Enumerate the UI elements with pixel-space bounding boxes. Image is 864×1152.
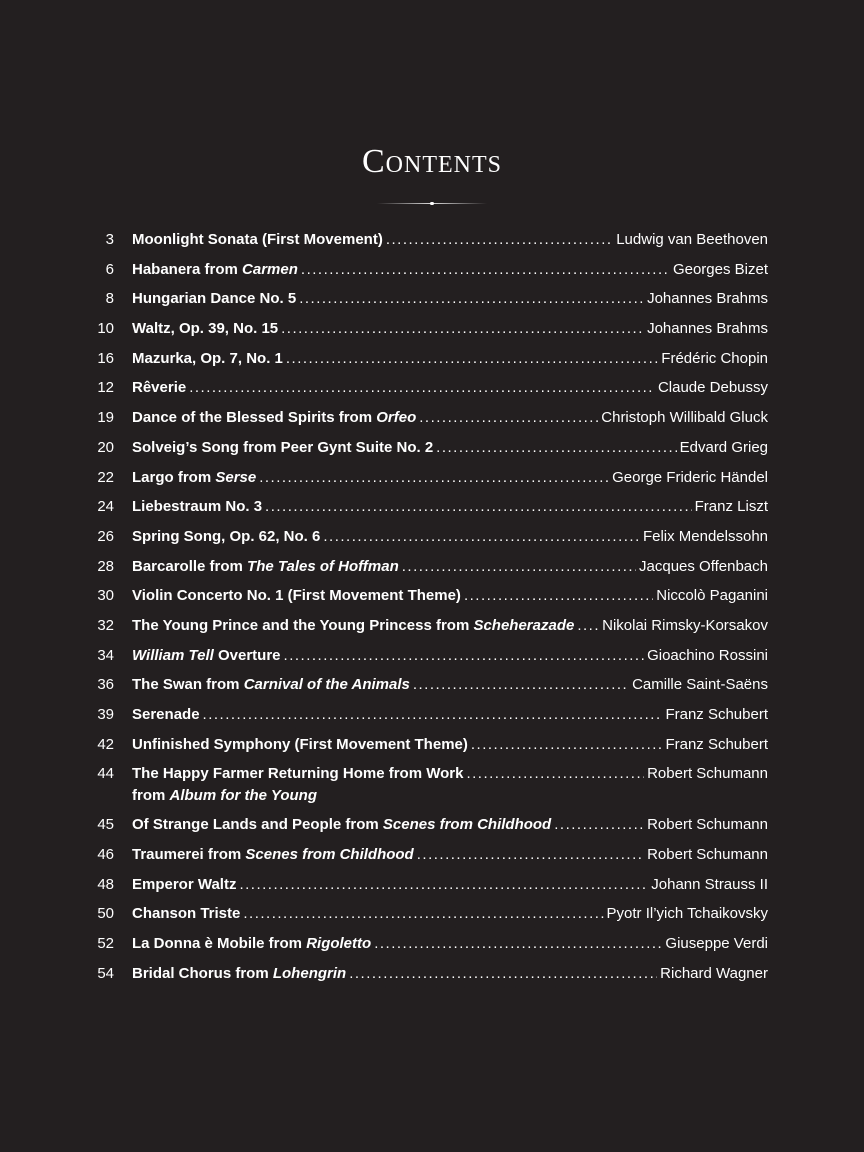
page-number: 45 (97, 816, 114, 834)
dot-leader (417, 843, 644, 867)
toc-entry (0, 258, 864, 288)
dot-leader (281, 317, 644, 341)
work-title-italic: Carmen (242, 260, 298, 278)
work-title-text: Waltz, Op. 39, No. 15 (132, 320, 279, 338)
page-number: 20 (97, 438, 114, 456)
page-number: 30 (97, 587, 114, 605)
page-number: 6 (105, 260, 114, 278)
entry-line (132, 228, 768, 252)
entry-line (132, 762, 768, 786)
composer-name: Niccolò Paganini (656, 587, 768, 605)
divider-dot-icon (430, 202, 434, 205)
work-title-italic: Album for the Young (169, 787, 317, 805)
work-title-italic: Rigoletto (306, 935, 372, 953)
work-title (132, 258, 298, 282)
composer-name: Gioachino Rossini (647, 646, 768, 664)
entry-line (132, 347, 768, 371)
toc-entry (0, 902, 864, 932)
entry-line (132, 525, 768, 549)
composer-name: Giuseppe Verdi (665, 935, 768, 953)
page-number: 36 (97, 676, 114, 694)
composer-name: Robert Schumann (647, 765, 768, 783)
work-title-text: Mazurka, Op. 7, No. 1 (132, 349, 283, 367)
work-title-italic: Scheherazade (473, 616, 575, 634)
dot-leader (464, 584, 653, 608)
work-title-text: Serenade (132, 706, 200, 723)
work-title-continued (132, 784, 317, 808)
dot-leader (577, 614, 599, 638)
page-number: 52 (97, 935, 114, 953)
toc-entry (0, 673, 864, 703)
page-number: 42 (97, 735, 114, 753)
entry-line (132, 733, 768, 757)
work-title-italic: Scenes from Childhood (382, 816, 552, 834)
dot-leader (436, 436, 676, 460)
dot-leader (386, 228, 613, 252)
composer-name: Johannes Brahms (647, 320, 768, 338)
work-title-italic: Carnival of the Animals (243, 676, 410, 694)
toc-entry (0, 317, 864, 347)
work-title-text: Hungarian Dance No. 5 (132, 290, 297, 308)
work-title (132, 555, 399, 579)
entry-line (132, 673, 768, 697)
composer-name: Robert Schumann (647, 846, 768, 864)
toc-entry (0, 436, 864, 466)
work-title (132, 644, 281, 668)
toc-entry (0, 466, 864, 496)
entry-line (132, 644, 768, 668)
toc-entry (0, 703, 864, 733)
dot-leader (265, 495, 692, 519)
dot-leader (301, 258, 670, 282)
page-number: 28 (97, 557, 114, 575)
dot-leader (299, 287, 644, 311)
work-title-text: Traumerei from (132, 846, 246, 864)
work-title (132, 228, 383, 252)
toc-entry (0, 525, 864, 555)
work-title-text: The Happy Farmer Returning Home from Work (132, 765, 464, 783)
entry-line (132, 258, 768, 282)
work-title (132, 813, 551, 837)
composer-name: Johann Strauss II (651, 875, 768, 893)
page-number: 3 (105, 231, 114, 248)
toc-entry (0, 644, 864, 674)
work-title-text: Habanera from (132, 260, 243, 278)
toc-entry (0, 584, 864, 614)
composer-name: Camille Saint-Saëns (632, 676, 768, 694)
work-title-text: The Young Prince and the Young Princess from (132, 616, 474, 634)
composer-name: Nikolai Rimsky-Korsakov (602, 616, 768, 634)
page-number: 34 (97, 646, 114, 664)
work-title-text: Dance of the Blessed Spirits from (132, 409, 377, 427)
dot-leader (349, 962, 657, 986)
work-title-italic: Serse (215, 468, 257, 486)
composer-name: Richard Wagner (660, 964, 768, 982)
page-number: 22 (97, 468, 114, 486)
entry-line (132, 436, 768, 460)
entry-line (132, 902, 768, 926)
entry-line (132, 466, 768, 490)
work-title-text: La Donna è Mobile from (132, 935, 307, 953)
entry-line (132, 843, 768, 867)
composer-name: Claude Debussy (657, 379, 768, 397)
page-number: 16 (97, 349, 114, 367)
composer-name: Robert Schumann (647, 816, 768, 834)
contents-list (0, 228, 864, 992)
dot-leader (419, 406, 598, 430)
work-title (132, 525, 320, 549)
ornamental-divider (377, 202, 487, 205)
page-number: 8 (105, 290, 114, 308)
composer-name: Christoph Willibald Gluck (601, 409, 768, 427)
page-number: 48 (97, 875, 114, 893)
dot-leader (189, 376, 655, 400)
composer-name: Pyotr Il’yich Tchaikovsky (606, 905, 768, 923)
page-number: 39 (97, 706, 114, 723)
page-number: 46 (97, 846, 114, 864)
work-title-italic: The Tales of Hoffman (247, 557, 399, 575)
work-title (132, 584, 461, 608)
work-title (132, 843, 414, 867)
dot-leader (239, 873, 648, 897)
work-title-text: Bridal Chorus from (132, 964, 273, 982)
work-title (132, 614, 574, 638)
page-number: 50 (97, 905, 114, 923)
work-title (132, 436, 433, 460)
work-title-text: Violin Concerto No. 1 (First Movement Theme) (132, 587, 461, 605)
work-title-text: Moonlight Sonata (First Movement) (132, 231, 383, 248)
dot-leader (402, 555, 636, 579)
composer-name: Ludwig van Beethoven (616, 231, 768, 248)
page-number: 24 (97, 498, 114, 516)
toc-entry (0, 733, 864, 763)
dot-leader (259, 466, 609, 490)
toc-entry (0, 614, 864, 644)
work-title (132, 733, 468, 757)
entry-line (132, 495, 768, 519)
work-title (132, 932, 371, 956)
composer-name: Jacques Offenbach (639, 557, 768, 575)
work-title (132, 762, 463, 786)
composer-name: Franz Schubert (665, 735, 768, 753)
dot-leader (466, 762, 644, 786)
entry-line (132, 584, 768, 608)
work-title-text: Of Strange Lands and People from (132, 816, 383, 834)
dot-leader (243, 902, 603, 926)
composer-name: George Frideric Händel (612, 468, 768, 486)
work-title (132, 347, 283, 371)
dot-leader (413, 673, 629, 697)
work-title-text: Rêverie (132, 379, 187, 397)
entry-line (132, 932, 768, 956)
work-title-text: Liebestraum No. 3 (132, 498, 263, 516)
work-title-text: Barcarolle from (132, 557, 248, 575)
entry-line (132, 873, 768, 897)
entry-line (132, 406, 768, 430)
page-number: 12 (97, 379, 114, 397)
toc-entry (0, 813, 864, 843)
work-title (132, 673, 410, 697)
work-title (132, 495, 262, 519)
dot-leader (323, 525, 640, 549)
work-title (132, 376, 186, 400)
page-title: Contents (361, 143, 502, 180)
composer-name: Franz Liszt (694, 498, 768, 516)
work-title-text: Chanson Triste (132, 905, 241, 923)
dot-leader (374, 932, 662, 956)
page-number: 26 (97, 527, 114, 545)
page-number: 44 (97, 765, 114, 783)
entry-line (132, 317, 768, 341)
toc-entry (0, 347, 864, 377)
work-title (132, 287, 296, 311)
toc-entry (0, 495, 864, 525)
work-title-text: Emperor Waltz (132, 875, 237, 893)
toc-entry (0, 228, 864, 258)
toc-entry (0, 843, 864, 873)
entry-line (132, 376, 768, 400)
composer-name: Edvard Grieg (679, 438, 768, 456)
work-title (132, 317, 278, 341)
work-title (132, 962, 346, 986)
work-title-italic: Lohengrin (272, 964, 347, 982)
entry-line (132, 813, 768, 837)
work-title (132, 873, 236, 897)
entry-line (132, 614, 768, 638)
toc-entry (0, 932, 864, 962)
work-title-text: The Swan from (132, 676, 244, 694)
work-title-italic: William Tell (132, 646, 214, 664)
composer-name: Frédéric Chopin (661, 349, 768, 367)
entry-line (132, 555, 768, 579)
toc-entry (0, 962, 864, 992)
page-number: 32 (97, 616, 114, 634)
composer-name: Johannes Brahms (647, 290, 768, 308)
toc-entry (0, 406, 864, 436)
entry-line (132, 962, 768, 986)
work-title-text: Spring Song, Op. 62, No. 6 (132, 527, 321, 545)
toc-entry (0, 762, 864, 813)
work-title (132, 466, 256, 490)
composer-name: Georges Bizet (672, 260, 768, 278)
work-title-text: Largo from (132, 468, 216, 486)
dot-leader (554, 813, 644, 837)
work-title-text: Unfinished Symphony (First Movement Theme) (132, 735, 468, 753)
work-title (132, 703, 200, 727)
work-title-text: Overture (213, 646, 281, 664)
toc-entry (0, 555, 864, 585)
dot-leader (203, 703, 663, 727)
composer-name: Felix Mendelssohn (642, 527, 768, 545)
toc-entry (0, 376, 864, 406)
composer-name: Franz Schubert (665, 706, 768, 723)
toc-entry (0, 287, 864, 317)
work-title-text: from (132, 787, 170, 805)
work-title (132, 406, 416, 430)
toc-entry (0, 873, 864, 903)
work-title (132, 902, 240, 926)
page-number: 54 (97, 964, 114, 982)
dot-leader (471, 733, 663, 757)
page-number: 19 (97, 409, 114, 427)
entry-line (132, 287, 768, 311)
dot-leader (286, 347, 658, 371)
work-title-italic: Scenes from Childhood (245, 846, 414, 864)
page-number: 10 (97, 320, 114, 338)
entry-line (132, 703, 768, 727)
work-title-italic: Orfeo (376, 409, 417, 427)
dot-leader (284, 644, 645, 668)
work-title-text: Solveig’s Song from Peer Gynt Suite No. 2 (132, 438, 434, 456)
